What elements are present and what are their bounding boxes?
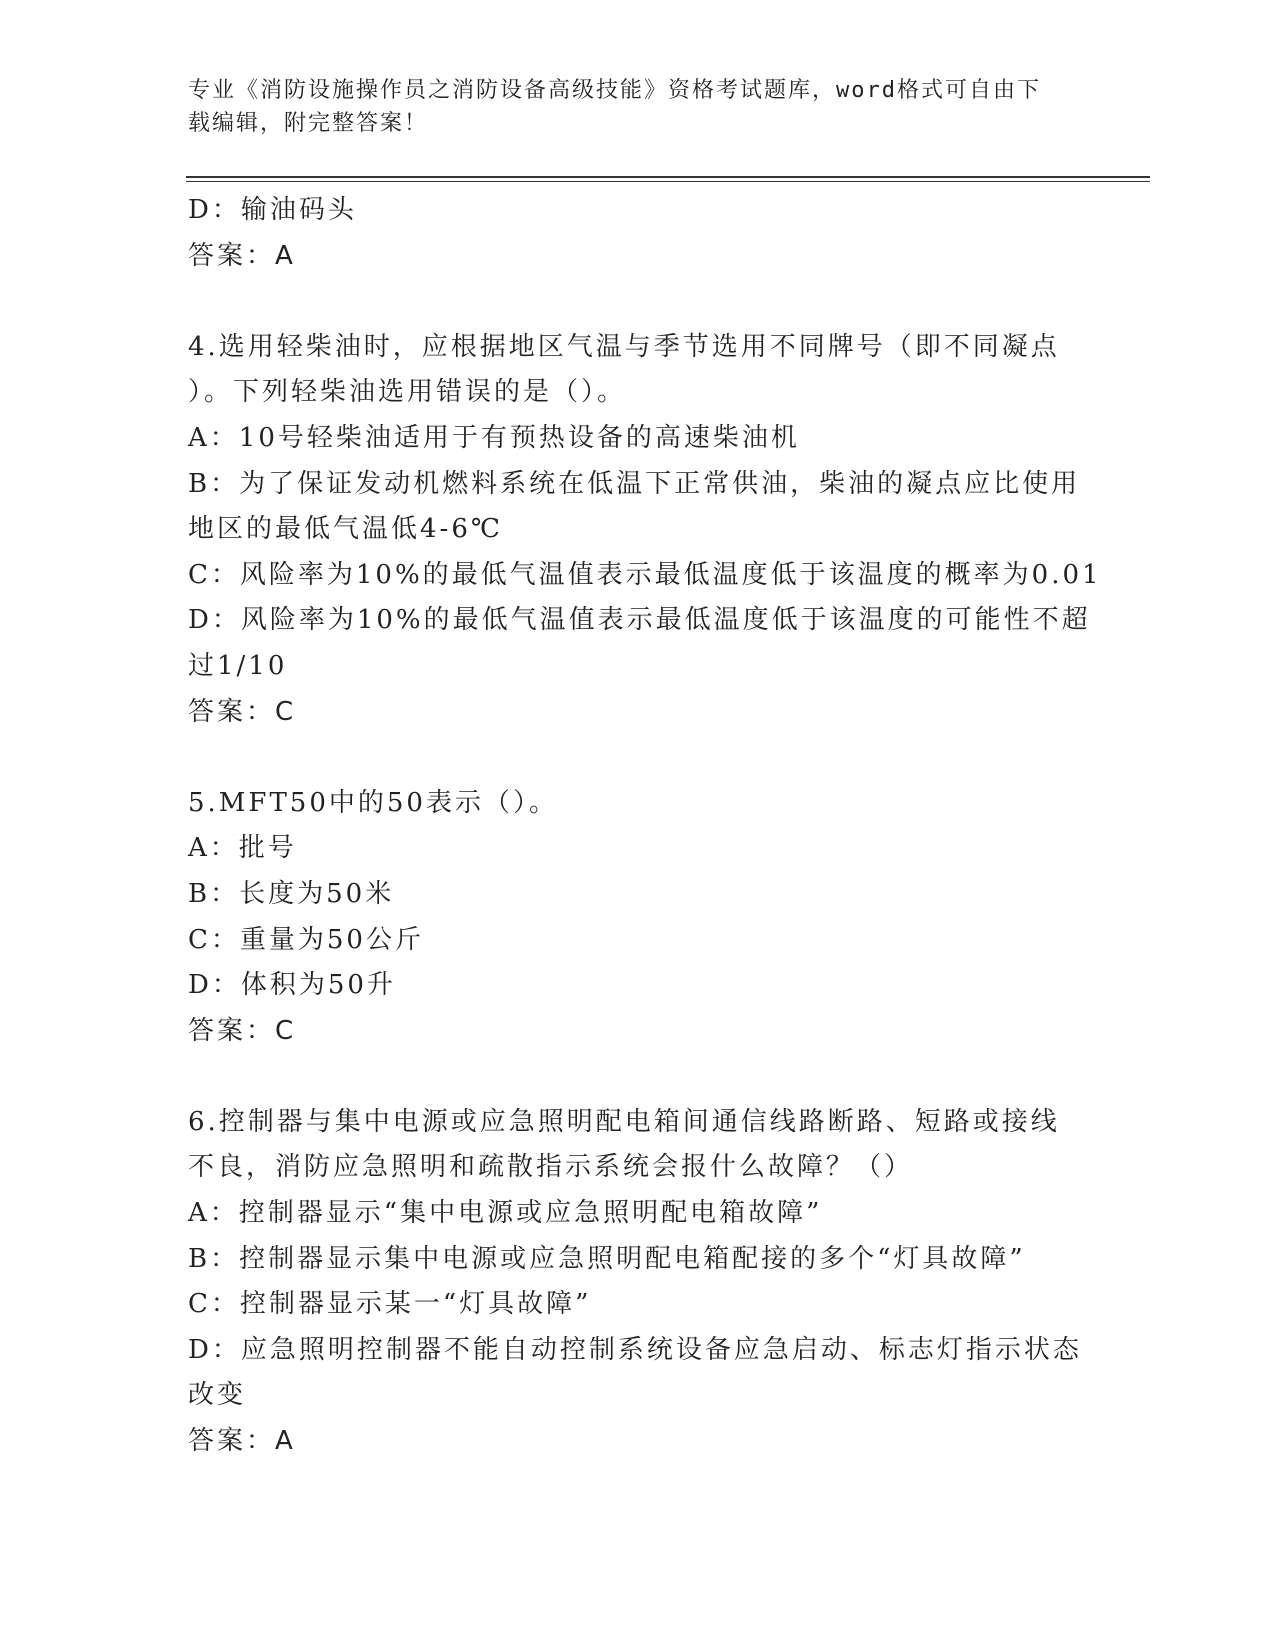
q4-stem-line-2: ）。下列轻柴油选用错误的是（）。 xyxy=(188,377,627,408)
q4-option-b-line-1: B：为了保证发动机燃料系统在低温下正常供油，柴油的凝点应比使用 xyxy=(188,468,1081,499)
question-content xyxy=(188,188,1102,1465)
header-divider-thin xyxy=(186,181,1150,182)
q6-option-d-line-2: 改变 xyxy=(188,1380,247,1411)
q5-option-d: D：体积为50升 xyxy=(188,970,396,1001)
q6-option-c: C：控制器显示某一“灯具故障” xyxy=(188,1289,592,1320)
q6-option-b: B：控制器显示集中电源或应急照明配电箱配接的多个“灯具故障” xyxy=(188,1243,1026,1274)
q3-answer: 答案：A xyxy=(188,240,296,271)
header-line-1: 专业《消防设施操作员之消防设备高级技能》资格考试题库，word格式可自由下 xyxy=(188,78,1041,103)
q5-stem: 5.MFT50中的50表示（）。 xyxy=(188,787,558,818)
q4-option-d-line-1: D：风险率为10%的最低气温值表示最低温度低于该温度的可能性不超 xyxy=(188,605,1091,636)
header-divider-thick xyxy=(186,176,1150,178)
q4-option-b-line-2: 地区的最低气温低4-6℃ xyxy=(188,514,503,545)
q3-option-d: D：输油码头 xyxy=(188,195,357,225)
spacer xyxy=(188,1054,1068,1100)
q6-stem-line-2: 不良，消防应急照明和疏散指示系统会报什么故障？（） xyxy=(188,1152,914,1183)
q4-option-a: A：10号轻柴油适用于有预热设备的高速柴油机 xyxy=(188,422,800,453)
q5-answer: 答案：C xyxy=(188,1015,297,1046)
q4-answer: 答案：C xyxy=(188,696,297,727)
spacer xyxy=(188,735,1068,781)
q5-option-a: A：批号 xyxy=(188,833,297,864)
q5-option-b: B：长度为50米 xyxy=(188,878,395,909)
document-header xyxy=(188,74,1088,140)
spacer xyxy=(188,279,1068,325)
q4-stem-line-1: 4.选用轻柴油时，应根据地区气温与季节选用不同牌号（即不同凝点 xyxy=(188,331,1060,362)
header-line-2: 载编辑，附完整答案！ xyxy=(188,111,429,136)
q4-option-d-line-2: 过1/10 xyxy=(188,650,288,681)
q6-stem-line-1: 6.控制器与集中电源或应急照明配电箱间通信线路断路、短路或接线 xyxy=(188,1106,1060,1137)
q6-option-a: A：控制器显示“集中电源或应急照明配电箱故障” xyxy=(188,1198,823,1229)
q6-option-d-line-1: D：应急照明控制器不能自动控制系统设备应急启动、标志灯指示状态 xyxy=(188,1334,1082,1365)
q5-option-c: C：重量为50公斤 xyxy=(188,924,424,955)
q4-option-c: C：风险率为10%的最低气温值表示最低温度低于该温度的概率为0.01 xyxy=(188,559,1102,590)
q6-answer: 答案：A xyxy=(188,1426,296,1457)
